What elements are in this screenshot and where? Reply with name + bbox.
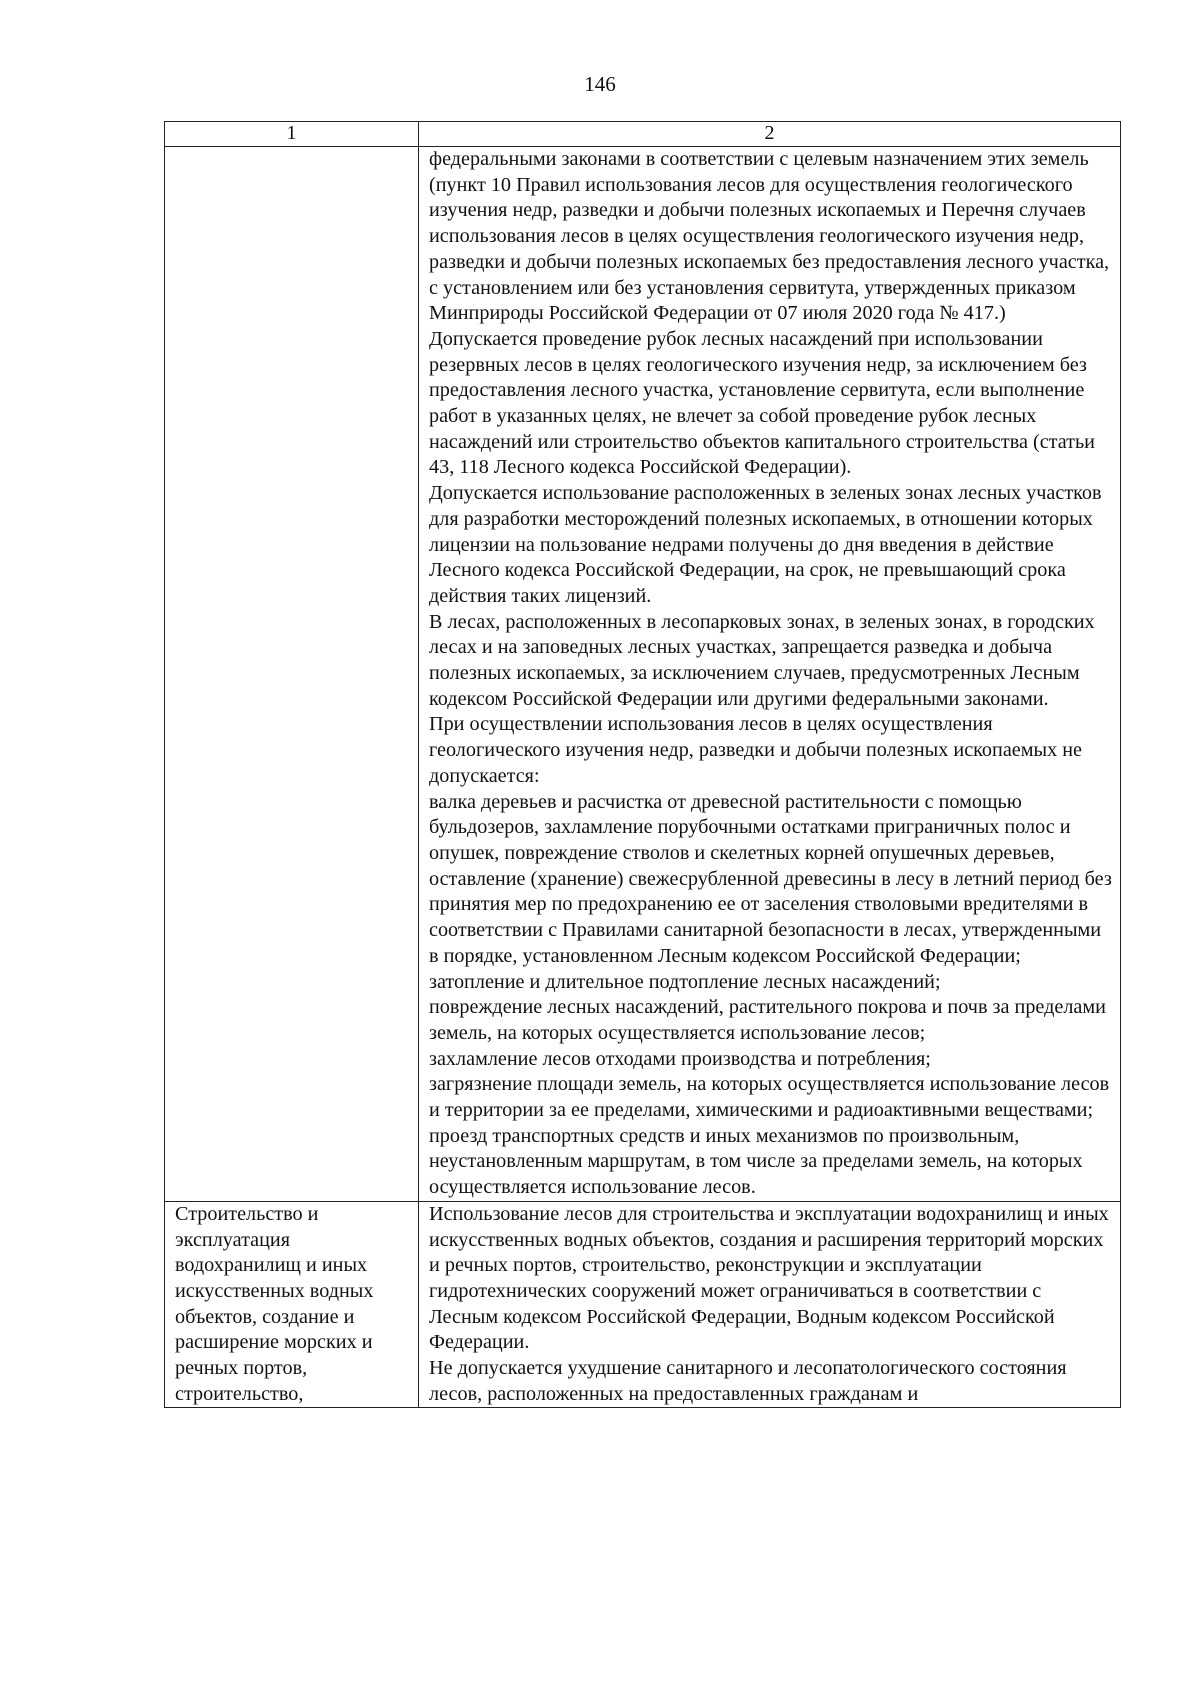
column-header-2: 2: [419, 122, 1121, 147]
table-header-row: [165, 122, 1121, 147]
activity-name: Строительство и эксплуатация водохранилищ и иных искусственных водных объектов, создание и расширение морских и речных портов, строительство,: [175, 1202, 374, 1405]
table-cell-requirements: [419, 147, 1121, 1202]
paragraph: В лесах, расположенных в лесопарковых зонах, в зеленых зонах, в городских лесах и на заповедных лесных участках, запрещается разведка и добыча полезных ископаемых, за исключением случаев, предусмотренных Лесным кодексом Российской Федерации или другими федеральными законами.: [429, 610, 1095, 710]
paragraph: Допускается проведение рубок лесных насаждений при использовании резервных лесов в целях геологического изучения недр, за исключением без предоставления лесного участка, установление сервитута, если выполнение работ в указанных целях, не влечет за собой проведение рубок лесных насаждений или строительство объектов капитального строительства (статьи 43, 118 Лесного кодекса Российской Федерации).: [429, 327, 1095, 479]
table-cell-activity: [165, 147, 419, 1202]
paragraph: Не допускается ухудшение санитарного и лесопатологического состояния лесов, расположенных на предоставленных гражданам и: [429, 1357, 1067, 1405]
regulation-table: [164, 121, 1121, 1408]
paragraph: При осуществлении использования лесов в целях осуществления геологического изучения недр, разведки и добычи полезных ископаемых не допускается:: [429, 713, 1082, 787]
column-header-1: 1: [165, 122, 419, 147]
table-cell-activity: [165, 1201, 419, 1408]
page-number: 146: [584, 72, 616, 96]
paragraph: Использование лесов для строительства и эксплуатации водохранилищ и иных искусственных водных объектов, создания и расширения территорий морских и речных портов, строительство, реконструкции и эксплуатации гидротехнических сооружений может ограничиваться в соответствии с Лесным кодексом Российской Федерации, Водным кодексом Российской Федерации.: [429, 1202, 1109, 1354]
list-item: захламление лесов отходами производства и потребления;: [429, 1047, 931, 1070]
table-row: [165, 1201, 1121, 1408]
table-row: [165, 147, 1121, 1202]
paragraph: федеральными законами в соответствии с целевым назначением этих земель (пункт 10 Правил использования лесов для осуществления геологического изучения недр, разведки и добычи полезных ископаемых и Перечня случаев использования лесов в целях осуществления геологического изучения недр, разведки и добычи полезных ископаемых без предоставления лесного участка, с установлением или без установления сервитута, утвержденных приказом Минприроды Российской Федерации от 07 июля 2020 года № 417.): [429, 148, 1110, 325]
list-item: проезд транспортных средств и иных механизмов по произвольным, неустановленным маршрутам, в том числе за пределами земель, на которых осуществляется использование лесов.: [429, 1124, 1083, 1199]
list-item: загрязнение площади земель, на которых осуществляется использование лесов и территории за ее пределами, химическими и радиоактивными веществами;: [429, 1073, 1110, 1122]
table-cell-requirements: [419, 1201, 1121, 1408]
list-item: валка деревьев и расчистка от древесной растительности с помощью бульдозеров, захламление порубочными остатками приграничных полос и опушек, повреждение стволов и скелетных корней опушечных деревьев, оставление (хранение) свежесрубленной древесины в лесу в летний период без принятия мер по предохранению ее от заселения стволовыми вредителями в соответствии с Правилами санитарной безопасности в лесах, утвержденными в порядке, установленном Лесным кодексом Российской Федерации;: [429, 790, 1112, 967]
list-item: повреждение лесных насаждений, растительного покрова и почв за пределами земель, на которых осуществляется использование лесов;: [429, 996, 1106, 1044]
paragraph: Допускается использование расположенных в зеленых зонах лесных участков для разработки месторождений полезных ископаемых, в отношении которых лицензии на пользование недрами получены до дня введения в действие Лесного кодекса Российской Федерации, на срок, не превышающий срока действия таких лицензий.: [429, 482, 1102, 607]
list-item: затопление и длительное подтопление лесных насаждений;: [429, 970, 941, 993]
